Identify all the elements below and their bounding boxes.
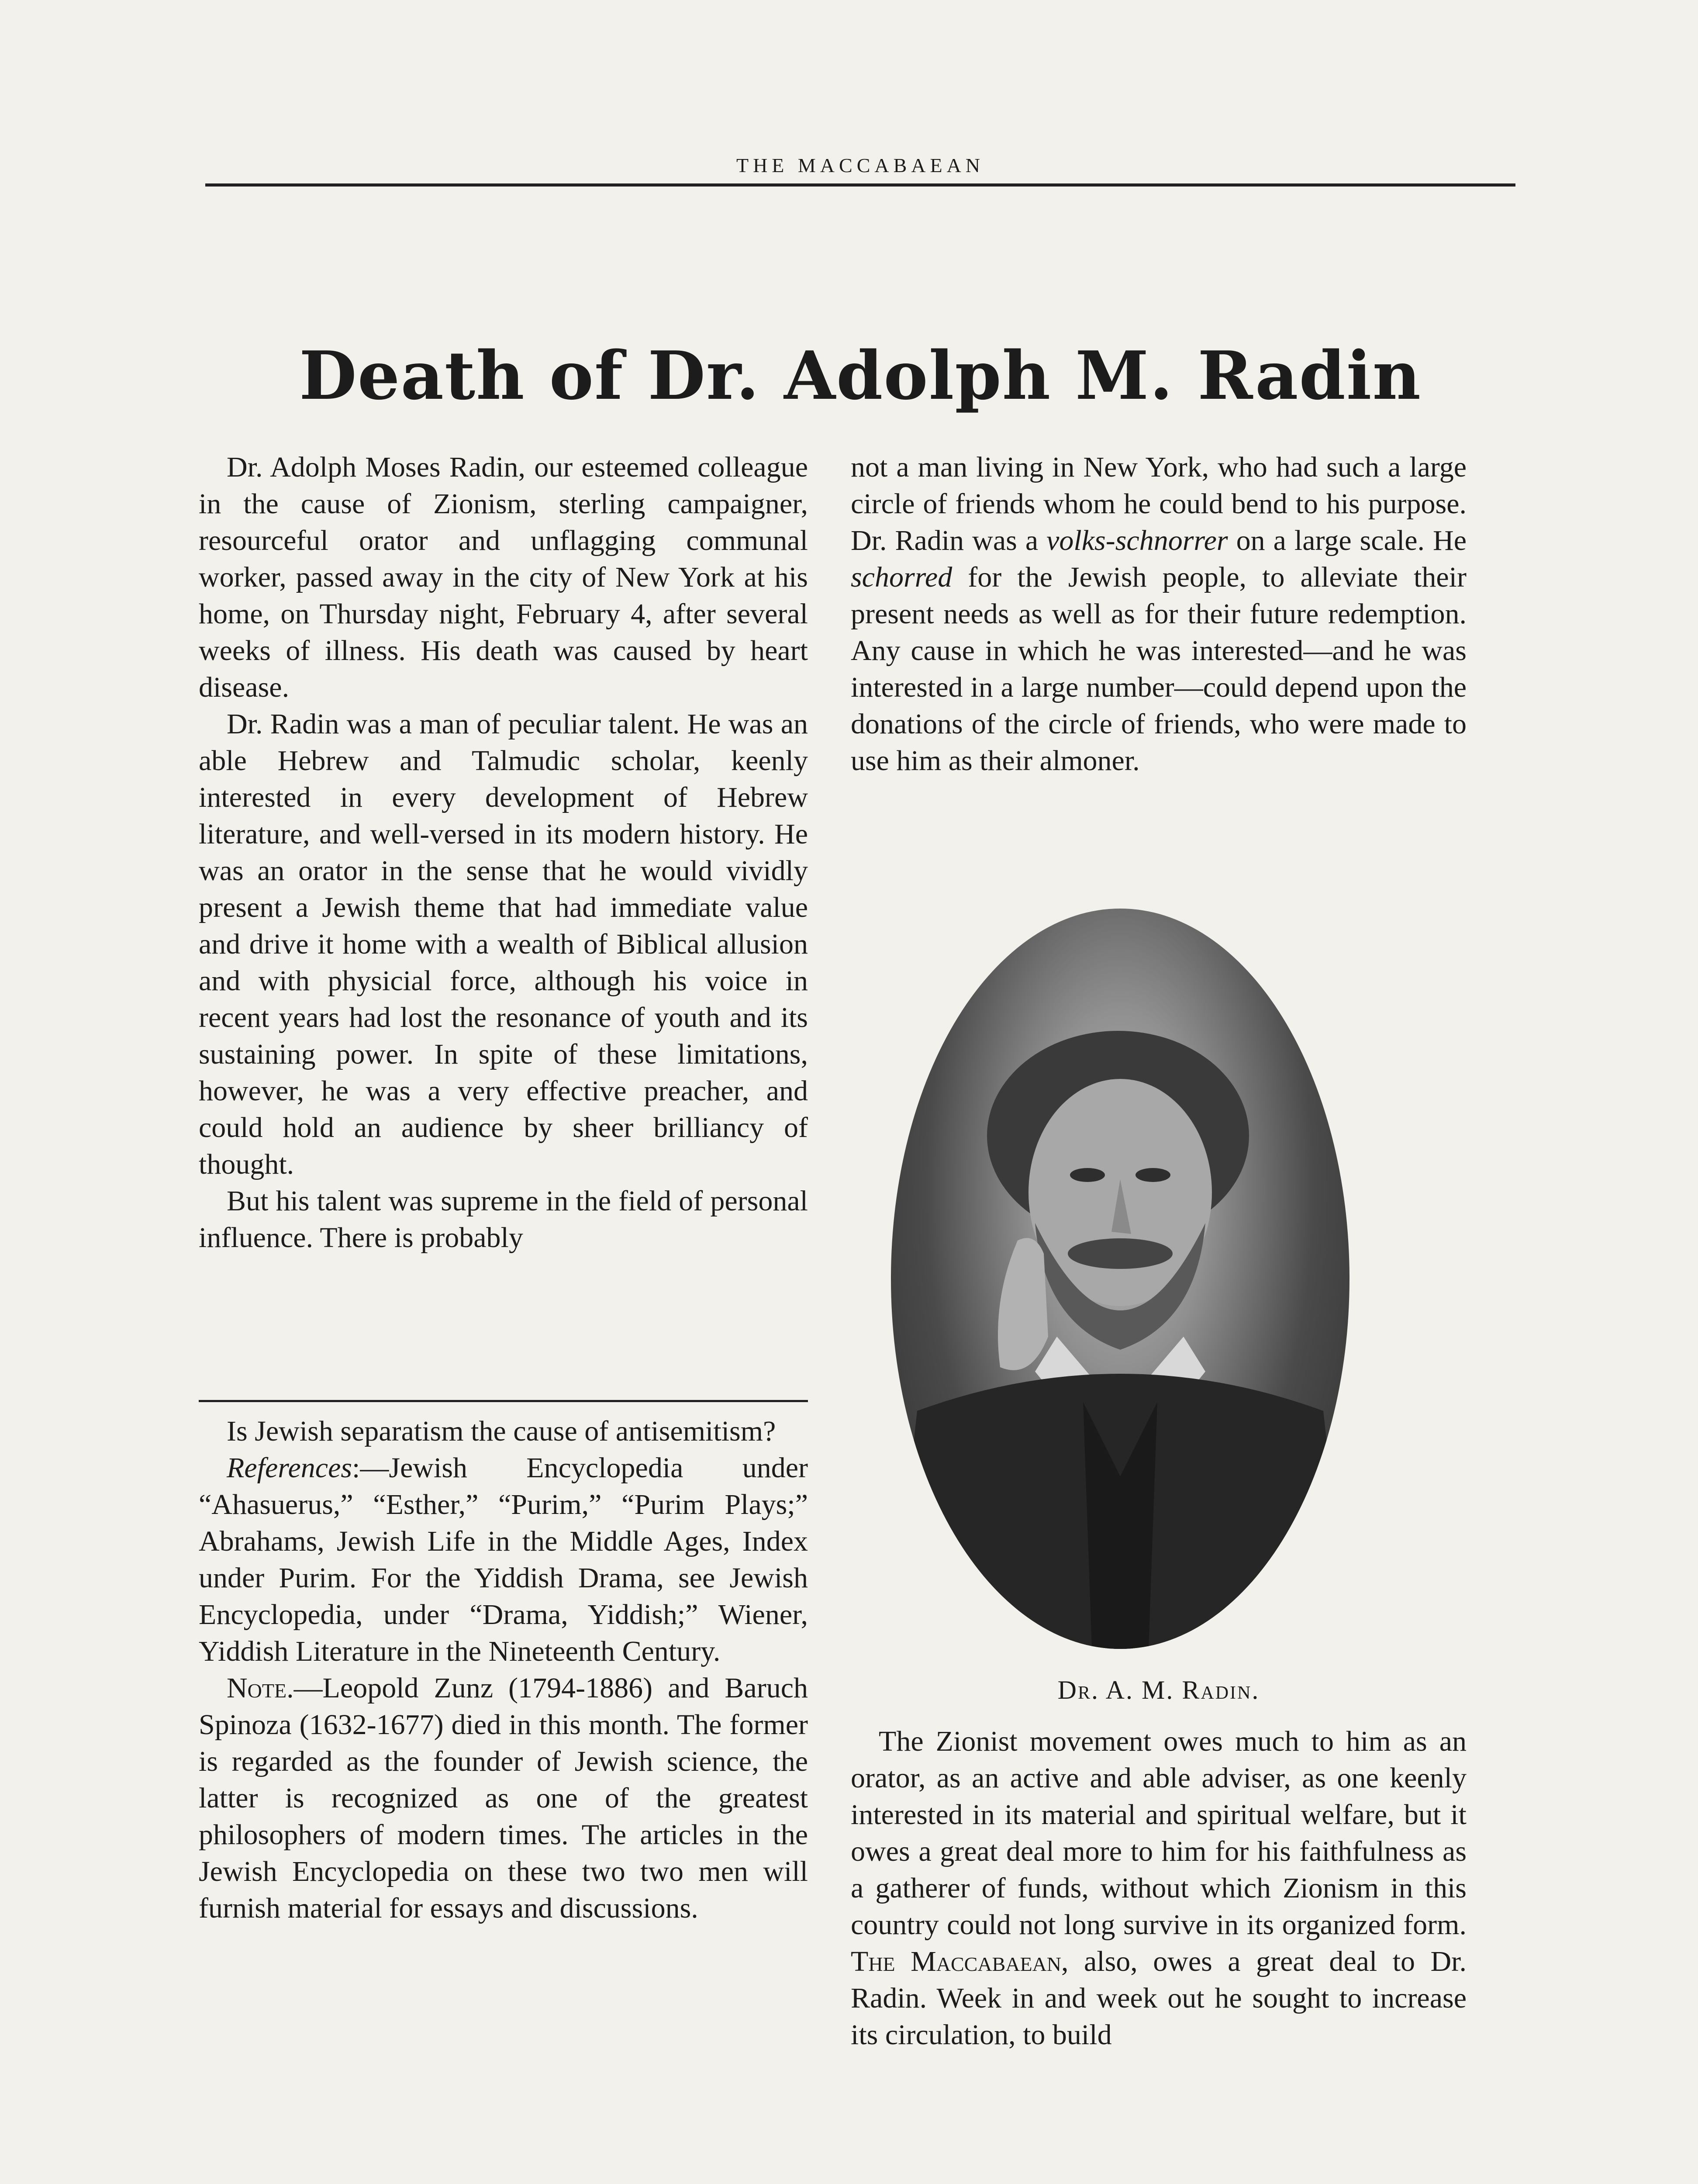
header-rule (205, 183, 1515, 187)
portrait-photo (891, 909, 1349, 1649)
note-paragraph (199, 1670, 808, 1927)
note-text: .—Leopold Zunz (1794-1886) and Baruch Spinoza (1632-1677) died in this month. The former is regarded as the founder of Jewish science, the latter is recognized as one of the greatest philosophers of modern times. The articles in the Jewish Encyclopedia on these two two men will furnish material for essays and discussions. (199, 1672, 808, 1924)
references-label: References (227, 1452, 352, 1484)
references-paragraph (199, 1450, 808, 1670)
text-run: for the Jewish people, to alleviate their present needs as well as for their future redemption. Any cause in which he was interested—and he was interested in a large number—could depend upon the donations of the circle of friends, who were made to use him as their almoner. (851, 561, 1467, 777)
italic-term: schorred (851, 561, 953, 593)
portrait-illustration (891, 909, 1349, 1649)
text-run: The Zionist movement owes much to him as an orator, as an active and able adviser, as one keenly interested in its material and spiritual welfare, but it owes a great deal more to him for his faithfulness as a gatherer of funds, without which Zionism in this country could not long survive in its organized form. (851, 1725, 1467, 1941)
article-title: Death of Dr. Adolph M. Radin (299, 336, 1422, 415)
running-head: THE MACCABAEAN (736, 154, 985, 176)
journal-name: The Maccabaean (851, 1946, 1061, 1977)
text-run: on a large scale. He (1228, 525, 1467, 556)
note-label: Note (227, 1672, 287, 1704)
article-continuation (851, 1723, 1467, 2053)
text-run: not a man living in New York, who had such a large circle of friends whom he could bend to his purpose. Dr. Radin was a (851, 451, 1467, 556)
article-paragraph (851, 449, 1467, 779)
references-text: :—Jewish Encyclopedia under “Ahasuerus,” “Esther,” “Purim,” “Purim Plays;” Abrahams, Jewish Life in the Middle Ages, Index under Purim. For the Yiddish Drama, see Jewish Encyclopedia, under “Drama, Yiddish;” Wiener, Yiddish Literature in the Nineteenth Century. (199, 1452, 808, 1667)
italic-term: volks-schnorrer (1046, 525, 1228, 556)
article-right-column (851, 449, 1467, 779)
study-question: Is Jewish separatism the cause of antisemitism? (227, 1415, 776, 1447)
article-left-column (199, 449, 808, 1256)
study-notes (199, 1413, 808, 1927)
section-divider (199, 1400, 808, 1402)
article-paragraph (851, 1723, 1467, 2053)
text-run: , also, owes a great deal to Dr. Radin. Week in and week out he sought to increase its circulation, to build (851, 1946, 1467, 2051)
article-paragraph: Dr. Radin was a man of peculiar talent. He was an able Hebrew and Talmudic scholar, keenly interested in every development of Hebrew literature, and well-versed in its modern history. He was an orator in the sense that he would vividly present a Jewish theme that had immediate value and drive it home with a wealth of Biblical allusion and with physicial force, although his voice in recent years had lost the resonance of youth and its sustaining power. In spite of these limitations, however, he was a very effective preacher, and could hold an audience by sheer brilliancy of thought. (199, 708, 808, 1180)
portrait-caption: Dr. A. M. Radin. (1057, 1676, 1260, 1704)
article-paragraph: Dr. Adolph Moses Radin, our esteemed colleague in the cause of Zionism, sterling campaigner, resourceful orator and unflagging communal worker, passed away in the city of New York at his home, on Thursday night, February 4, after several weeks of illness. His death was caused by heart disease. (199, 451, 808, 703)
article-paragraph: But his talent was supreme in the field of personal influence. There is probably (199, 1185, 808, 1254)
